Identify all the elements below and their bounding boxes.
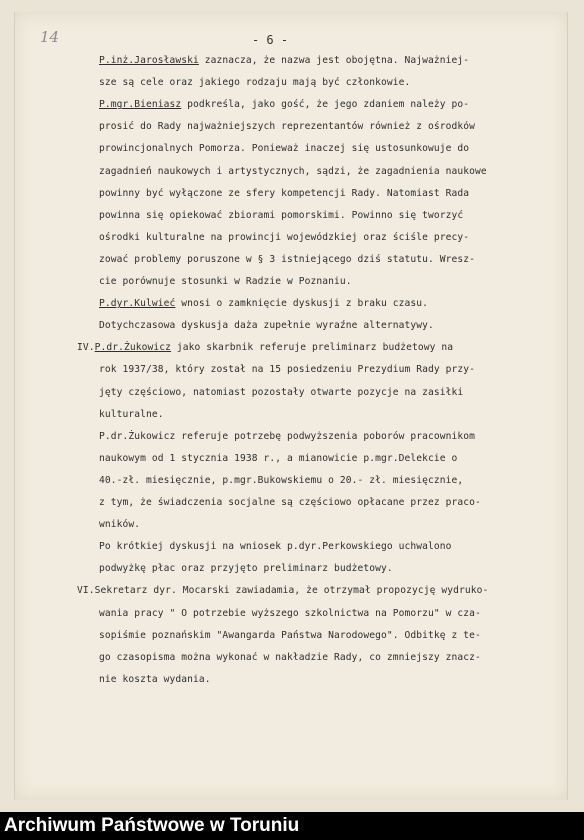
line-text: prosić do Rady najważniejszych reprezentantów również z ośrodków xyxy=(99,121,476,133)
text-line xyxy=(99,431,475,442)
line-text: zaznacza, że nazwa jest obojętna. Najważniej- xyxy=(198,55,470,66)
line-text: rok 1937/38, który został na 15 posiedzeniu Prezydium Rady przy- xyxy=(99,364,476,376)
line-text: powinna się opiekować zbiorami pomorskimi. Powinno się tworzyć xyxy=(99,209,464,221)
speaker-name: P.dr.Żukowicz xyxy=(94,342,172,354)
text-line xyxy=(99,409,164,420)
speaker-name: P.mgr.Bieniasz xyxy=(99,99,182,111)
line-text: sopiśmie poznańskim "Awangarda Państwa Narodowego". Odbitkę z te- xyxy=(99,629,481,641)
section-number: VI. xyxy=(77,585,95,597)
text-line xyxy=(77,585,488,596)
text-line xyxy=(99,55,469,66)
text-line xyxy=(99,630,481,641)
text-line xyxy=(99,541,452,552)
text-line xyxy=(99,166,487,177)
line-text: wania pracy " O potrzebie wyższego szkolnictwa na Pomorzu" w cza- xyxy=(99,607,481,619)
speaker-name: P.inż.Jarosławski xyxy=(99,55,199,66)
line-text: sze są cele oraz jakiego rodzaju mają być członkowie. xyxy=(99,77,411,89)
line-text: Dotychczasowa dyskusja daża zupełnie wyraźne alternatywy. xyxy=(99,320,434,332)
line-text: podwyżkę płac oraz przyjęto preliminarz budżetowy. xyxy=(99,563,393,575)
line-text: Po krótkiej dyskusji na wniosek p.dyr.Perkowskiego uchwalono xyxy=(99,541,452,553)
line-text: cie porównuje stosunki w Radzie w Poznaniu. xyxy=(99,276,352,287)
line-text: podkreśla, jako gość, że jego zdaniem należy po- xyxy=(181,99,470,111)
line-text: kulturalne. xyxy=(99,408,164,420)
text-line xyxy=(99,210,463,221)
text-line xyxy=(77,342,453,353)
archive-name: Archiwum Państwowe w Toruniu xyxy=(4,815,300,836)
text-line xyxy=(99,652,481,663)
text-line xyxy=(99,143,469,154)
text-line xyxy=(99,276,352,287)
text-line xyxy=(99,99,469,110)
line-text: ośrodki kulturalne na prowincji wojewódzkiej oraz ściśle precy- xyxy=(99,231,470,243)
line-text: powinny być wyłączone ze sfery kompetencji Rady. Natomiast Rada xyxy=(99,187,470,199)
text-line xyxy=(99,364,475,375)
line-text: naukowym od 1 stycznia 1938 r., a mianowicie p.mgr.Delekcie o xyxy=(99,452,458,464)
line-text: go czasopisma można wykonać w nakładzie Rady, co zmniejszy znacz- xyxy=(99,651,481,663)
line-text: jako skarbnik referuje preliminarz budżetowy na xyxy=(171,342,454,354)
text-line xyxy=(99,453,457,464)
text-line xyxy=(99,188,469,199)
page-number: - 6 - xyxy=(251,33,289,47)
text-line xyxy=(99,475,463,486)
text-line xyxy=(99,608,481,619)
line-text: zagadnień naukowych i artystycznych, sądzi, że zagadnienia naukowe xyxy=(99,165,487,177)
line-text: nie koszta wydania. xyxy=(99,673,211,685)
text-line xyxy=(99,232,469,243)
text-line xyxy=(99,121,475,132)
archive-footer xyxy=(0,812,584,840)
line-text: wnosi o zamknięcie dyskusji z braku czasu. xyxy=(175,298,429,310)
line-text: 40.-zł. miesięcznie, p.mgr.Bukowskiemu o 20.- zł. miesięcznie, xyxy=(99,474,464,486)
line-text: wników. xyxy=(99,519,141,531)
text-line xyxy=(99,563,393,574)
line-text: z tym, że świadczenia socjalne są częściowo opłacane przez praco- xyxy=(99,497,481,508)
section-number: IV. xyxy=(77,342,95,354)
text-line xyxy=(99,77,410,88)
pencil-page-mark: 14 xyxy=(40,28,60,46)
line-text: P.dr.Żukowicz referuje potrzebę podwyższenia poborów pracownikom xyxy=(99,430,476,442)
text-line xyxy=(99,298,428,309)
line-text: prowincjonalnych Pomorza. Ponieważ inaczej się ustosunkowuje do xyxy=(99,143,470,155)
text-line xyxy=(99,254,475,265)
line-text: jęty częściowo, natomiast pozostały otwarte pozycje na zasiłki xyxy=(99,386,464,398)
speaker-name: P.dyr.Kulwieć xyxy=(99,298,176,310)
text-line xyxy=(99,674,211,685)
line-text: zować problemy poruszone w § 3 istniejącego dziś statutu. Wresz- xyxy=(99,253,476,265)
text-line xyxy=(99,387,463,398)
text-line xyxy=(99,519,140,530)
text-line xyxy=(99,497,481,508)
line-text: Sekretarz dyr. Mocarski zawiadamia, że otrzymał propozycję wydruko- xyxy=(94,585,489,597)
text-line xyxy=(99,320,434,331)
